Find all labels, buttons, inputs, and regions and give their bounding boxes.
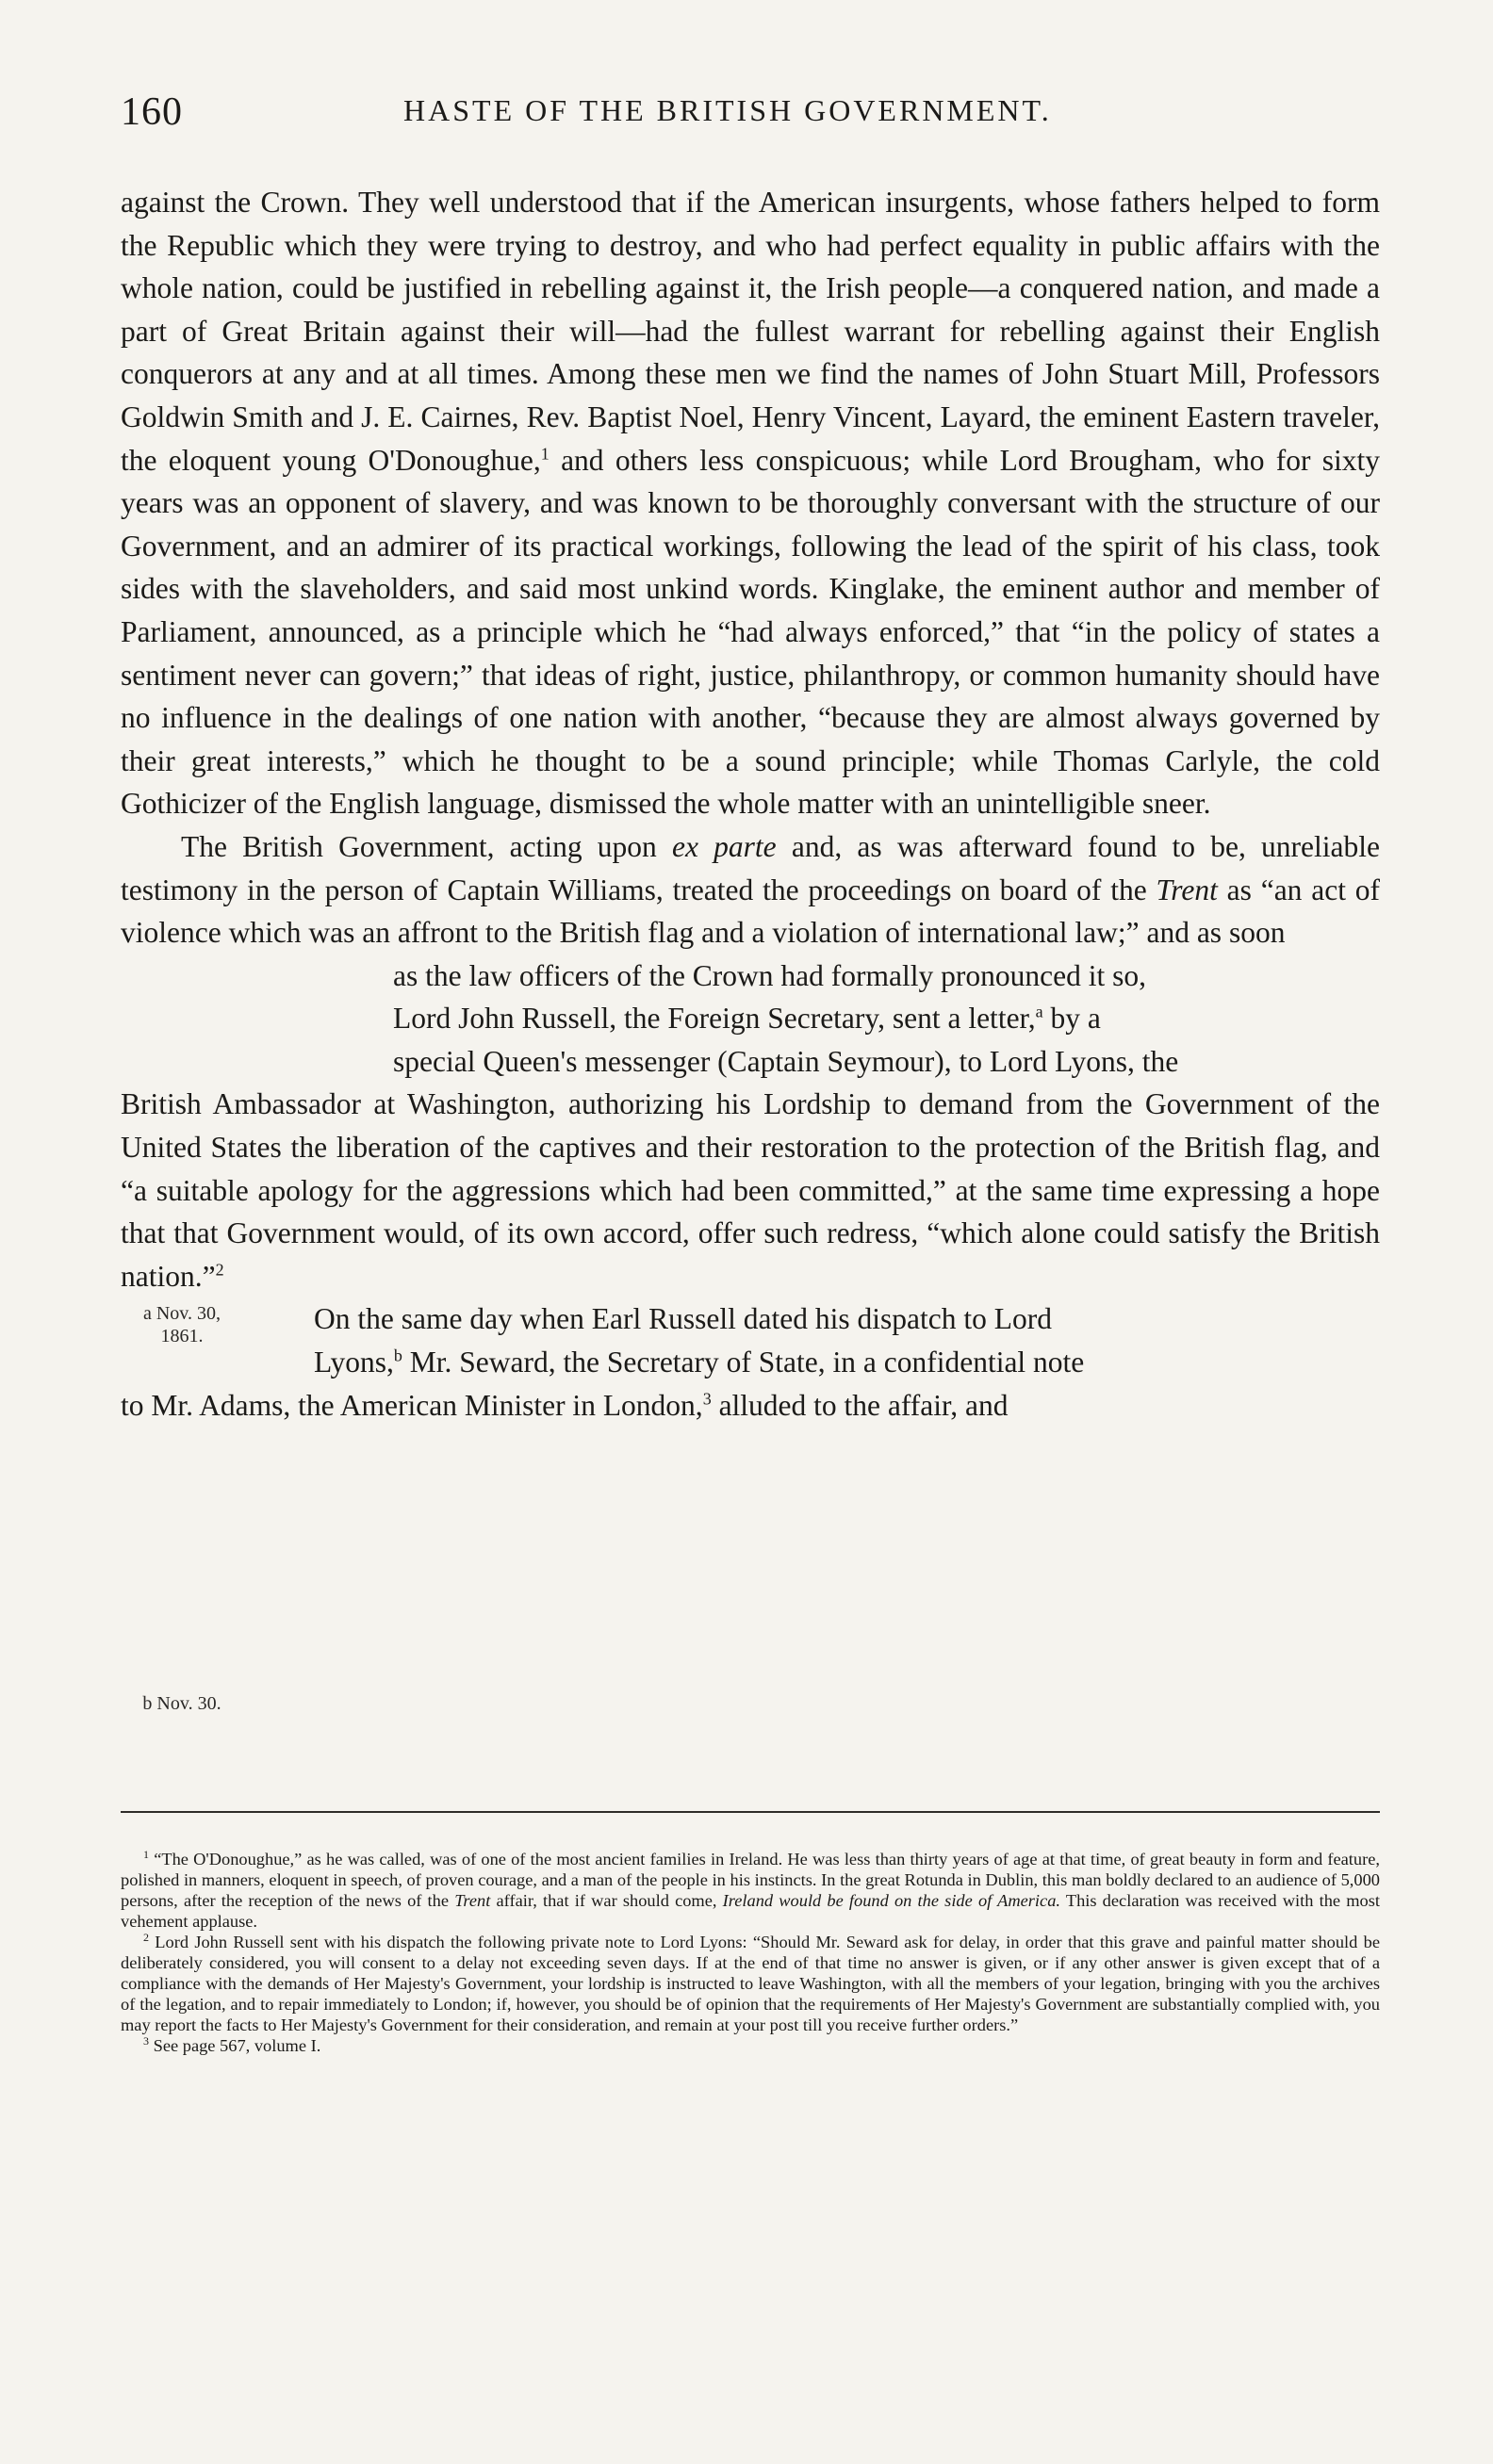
margin-note-a: a Nov. 30, 1861. bbox=[142, 1303, 221, 1346]
footnote-3-text: See page 567, volume I. bbox=[149, 2036, 321, 2055]
footnote-1-text-a: “The O'Donoughue,” as he was called, was of one of the most ancient families in Ireland. He was less than thirty years of age at that time, of great beauty in form and feature, polished in manners, eloquent in speech, of proven courage, and a man of the people in his instincts. In the great Rotunda in Dublin, this man boldly declared to an audience of 5,000 persons, after the reception of the news of the bbox=[121, 1850, 1380, 1910]
page-header bbox=[121, 90, 1376, 146]
footnotes bbox=[121, 1849, 1380, 2056]
paragraph-2-line-2 bbox=[121, 997, 1380, 1040]
paragraph-3-text-e: to Mr. Adams, the American Minister in London, bbox=[121, 1388, 703, 1422]
paragraph-2-line-2a: Lord John Russell, the Foreign Secretary, sent a letter, bbox=[393, 1002, 1036, 1036]
paragraph-2-text-b: and, as was afterward found to be, unreliable testimony in the person of Captain Williams, treated the proceedings on board of the bbox=[121, 829, 1380, 906]
footnote-1-text-c: This declaration was received with the most vehement applause. bbox=[121, 1891, 1380, 1931]
margin-note-b: b Nov. 30. bbox=[142, 1693, 221, 1714]
footnote-3-mark: 3 bbox=[143, 2033, 149, 2048]
footnote-ref-1[interactable]: 1 bbox=[540, 444, 550, 464]
paragraph-2 bbox=[121, 825, 1380, 1298]
paragraph-3-text-f: alluded to the affair, and bbox=[711, 1388, 1009, 1422]
paragraph-3-line-2a: Lyons, bbox=[314, 1346, 394, 1379]
page-number: 160 bbox=[121, 90, 183, 134]
footnote-divider bbox=[121, 1811, 1380, 1813]
footnote-1-italic-ireland: Ireland would be found on the side of America. bbox=[722, 1891, 1060, 1910]
footnote-1-text-b: affair, that if war should come, bbox=[490, 1891, 723, 1910]
footnote-2-text: Lord John Russell sent with his dispatch the following private note to Lord Lyons: “Should Mr. Seward ask for delay, in order that this grave and painful matter should be deliberately considered, you will consent to a delay not exceeding seven days. If at the end of that time no answer is given, or if any other answer is given except that of a compliance with the demands of Her Majesty's Government, your lordship is instructed to leave Washington, with all the members of your legation, bringing with you the archives of the legation, and to repair immediately to London; if, however, you should be of opinion that the requirements of Her Majesty's Government are substantially complied with, you may report the facts to Her Majesty's Government for their consideration, and remain at your post till you receive further orders.” bbox=[121, 1933, 1380, 2034]
footnote-1 bbox=[121, 1849, 1380, 1932]
paragraph-3-line-1: On the same day when Earl Russell dated his dispatch to Lord bbox=[314, 1302, 1052, 1336]
footnote-2 bbox=[121, 1932, 1380, 2035]
italic-ex-parte: ex parte bbox=[672, 829, 777, 863]
footnote-1-italic-trent: Trent bbox=[454, 1891, 491, 1910]
paragraph-1-cont: and others less conspicuous; while Lord Brougham, who for sixty years was an opponent of slavery, and was known to be thoroughly conversant with the structure of our Government, and an admirer of its practical workings, following the lead of the spirit of his class, took sides with the slaveholders, and said most unkind words. Kinglake, the eminent author and member of Parliament, announced, as a principle which he “had always enforced,” that “in the policy of states a sentiment never can govern;” that ideas of right, justice, philanthropy, or common humanity should have no influence in the dealings of one nation with another, “because they are almost always governed by their great interests,” which he thought to be a sound principle; while Thomas Carlyle, the cold Gothicizer of the English language, dismissed the whole matter with an unintelligible sneer. bbox=[121, 443, 1380, 821]
paragraph-3 bbox=[121, 1297, 1380, 1427]
paragraph-2-text-c: as “an act of violence which was an affront to the British flag and a violation of international law;” and as soon bbox=[121, 873, 1380, 950]
paragraph-1 bbox=[121, 181, 1380, 825]
paragraph-2-line-2b: by a bbox=[1042, 1002, 1101, 1036]
footnote-3 bbox=[121, 2035, 1380, 2056]
footnote-ref-3[interactable]: 3 bbox=[702, 1389, 712, 1409]
paragraph-1-text: against the Crown. They well understood that if the American insurgents, whose fathers helped to form the Republic which they were trying to destroy, and who had perfect equality in public affairs with the whole nation, could be justified in rebelling against it, the Irish people—a conquered nation, and made a part of Great Britain against their will—had the fullest warrant for rebelling against their English conquerors at any and at all times. Among these men we find the names of John Stuart Mill, Professors Goldwin Smith and J. E. Cairnes, Rev. Baptist Noel, Henry Vincent, Layard, the eminent Eastern traveler, the eloquent young O'Donoughue, bbox=[121, 186, 1380, 477]
footnote-2-mark: 2 bbox=[143, 1930, 149, 1944]
italic-trent: Trent bbox=[1156, 873, 1218, 906]
paragraph-3-line-2 bbox=[121, 1341, 1380, 1384]
running-head: HASTE OF THE BRITISH GOVERNMENT. bbox=[403, 93, 1052, 127]
paragraph-3-line-2b: Mr. Seward, the Secretary of State, in a confidential note bbox=[402, 1346, 1085, 1379]
paragraph-2-line-3: special Queen's messenger (Captain Seymour), to Lord Lyons, the bbox=[393, 1044, 1179, 1078]
paragraph-2-line-1: as the law officers of the Crown had formally pronounced it so, bbox=[393, 958, 1146, 992]
paragraph-2-text-a: The British Government, acting upon bbox=[181, 829, 672, 863]
footnote-ref-2[interactable]: 2 bbox=[215, 1260, 224, 1280]
margin-ref-a: a bbox=[1035, 1002, 1043, 1021]
footnote-1-mark: 1 bbox=[143, 1847, 149, 1861]
margin-ref-b: b bbox=[393, 1346, 402, 1365]
body-text bbox=[121, 181, 1380, 1427]
paragraph-2-text-d: British Ambassador at Washington, authorizing his Lordship to demand from the Government of the United States the liberation of the captives and their restoration to the protection of the British flag, and “a suitable apology for the aggressions which had been committed,” at the same time expressing a hope that that Government would, of its own accord, offer such redress, “which alone could satisfy the British nation.” bbox=[121, 1087, 1380, 1293]
